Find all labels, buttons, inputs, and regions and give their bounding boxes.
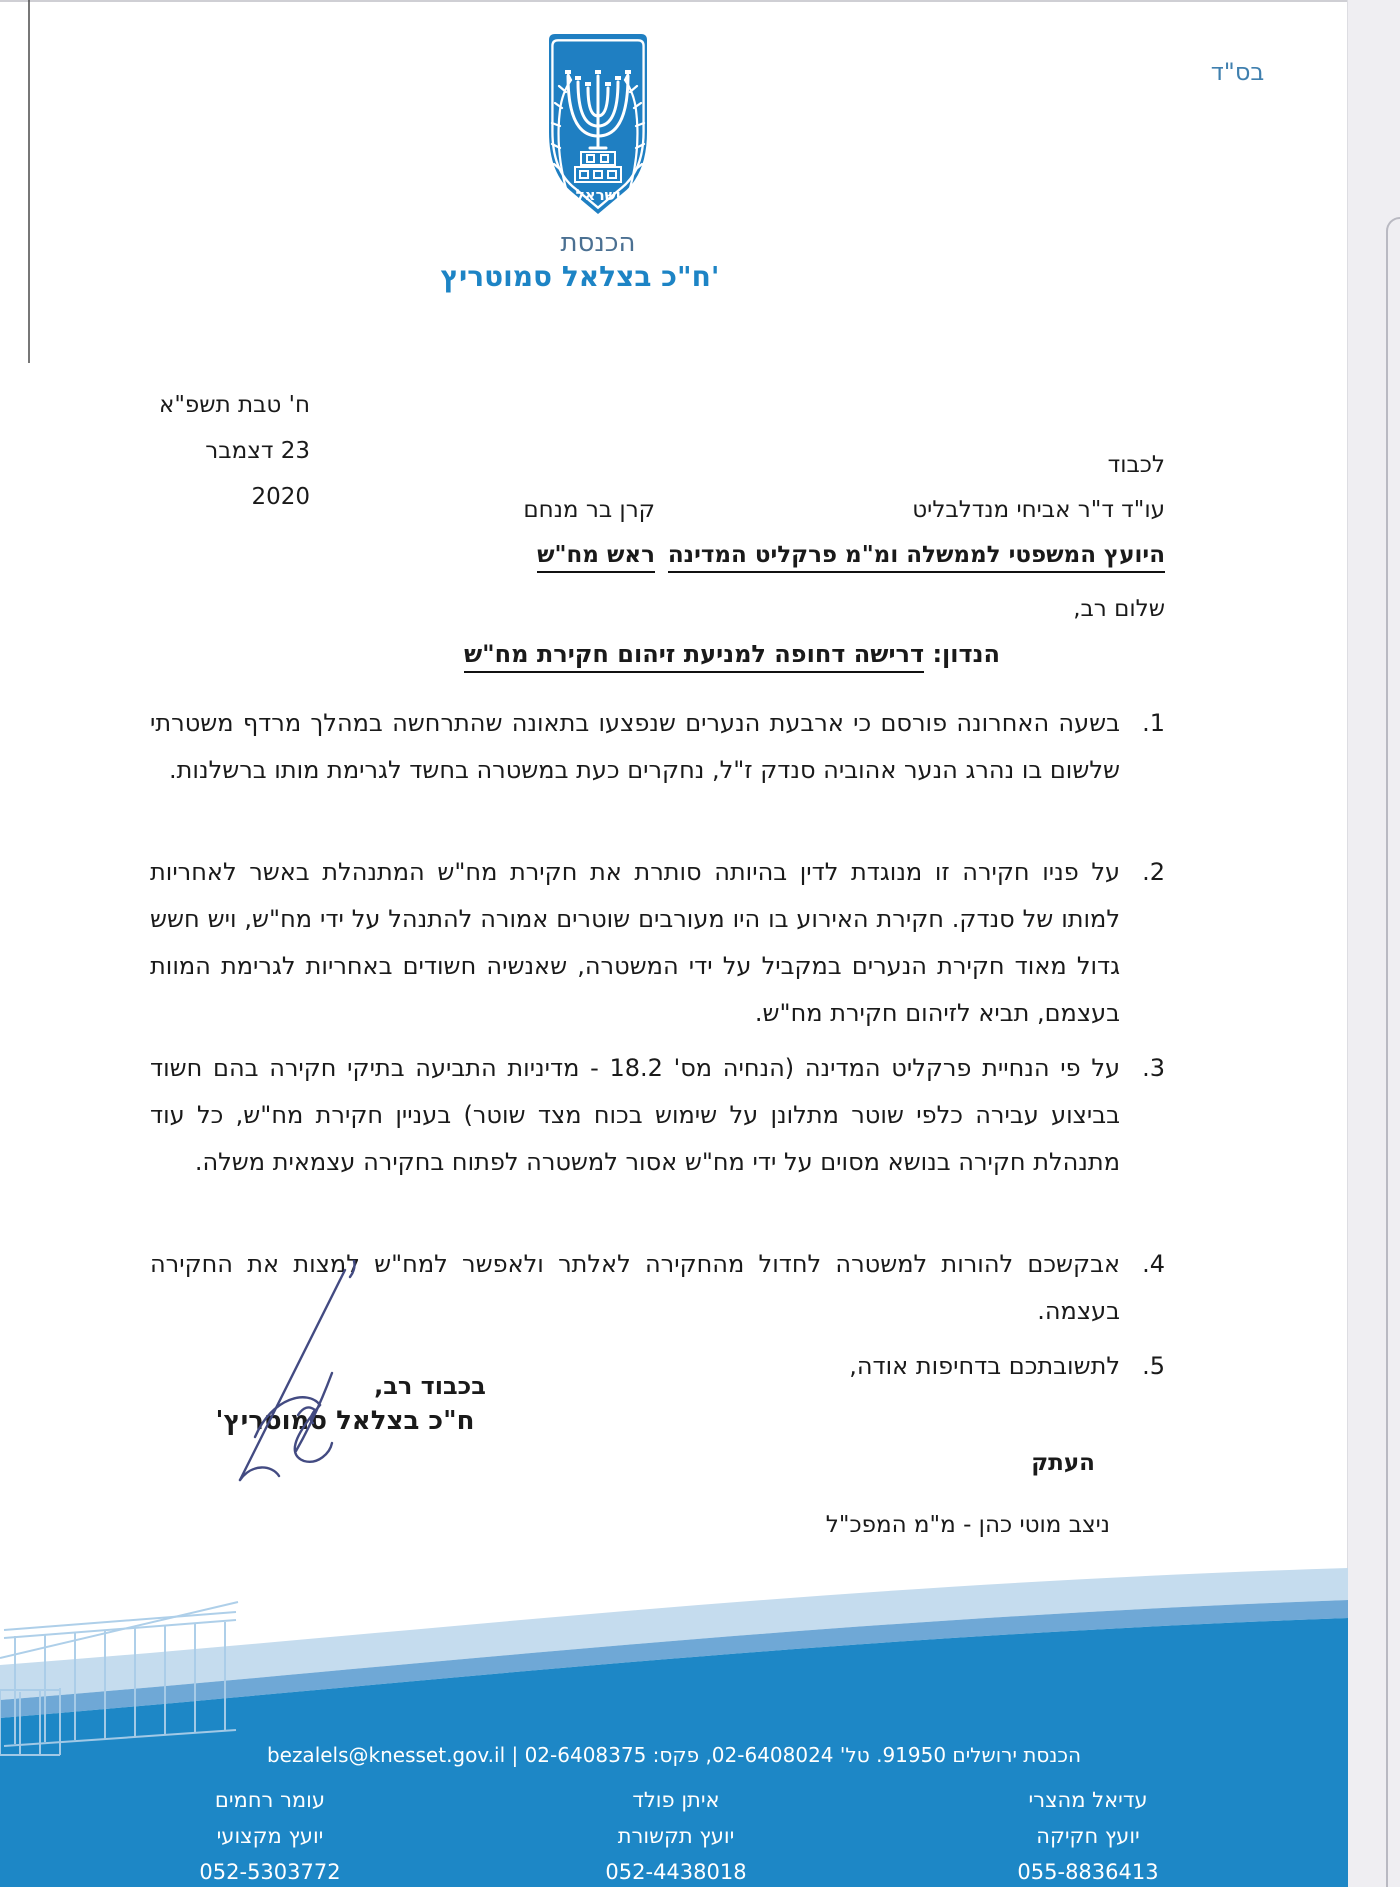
advisor-name: איתן פולד [632, 1788, 720, 1812]
advisor-professional [160, 1782, 380, 1887]
date-hebrew: ח' טבת תשפ"א [158, 392, 310, 418]
advisor-name: עומר רחמים [214, 1788, 326, 1812]
bsd-mark: בס"ד [1210, 58, 1265, 86]
recipient2-title-text: ראש מח"ש [537, 542, 655, 573]
emblem-israel-label: ישראל [575, 186, 621, 204]
recipient-title-text: היועץ המשפטי לממשלה ומ"מ פרקליט המדינה [668, 542, 1165, 573]
advisor-role: יועץ תקשורת [617, 1824, 735, 1848]
handwritten-signature [180, 1255, 480, 1515]
mk-name-header: ח"כ בצלאל סמוטריץ' [440, 260, 720, 293]
item-text: אבקשכם להורות למשטרה לחדול מהחקירה לאלתר ולאפשר למח"ש למצות את החקירה בעצמה. [150, 1250, 1120, 1325]
date-gregorian: 23 דצמבר 2020 [205, 438, 310, 510]
item-text: על פי הנחיית פרקליט המדינה (הנחיה מס' 18.2 - מדיניות התביעה בתיקי חקירה בהם חשוד בביצוע עבירה כלפי שוטר מתלונן על שימוש בכוח מצד שוטר) בעניין חקירת מח"ש, כל עוד מתנהלת חקירה בנושא מסוים על ידי מח"ש אסור למשטרה לפתוח בחקירה עצמאית משלה. [150, 1054, 1120, 1176]
org-title: הכנסת [560, 228, 636, 258]
signer-name: ח"כ בצלאל סמוטריץ' [215, 1406, 475, 1436]
advisor-phone: 052-4438018 [605, 1860, 747, 1884]
scrollbar-edge[interactable] [1386, 217, 1400, 1887]
advisor-communications [566, 1782, 786, 1887]
top-border-line [0, 0, 1400, 2]
item-number: 2. [1142, 858, 1165, 886]
recipient2-title [495, 542, 655, 573]
item-number: 4. [1142, 1250, 1165, 1278]
subject-line [150, 640, 1000, 673]
advisor-name: עדיאל מהצרי [1028, 1788, 1148, 1812]
footer-contact-line: הכנסת ירושלים 91950. טל' 02-6408024, פקס: 02-6408375 | bezalels@knesset.gov.il [266, 1743, 1082, 1767]
subject-prefix: הנדון: [924, 640, 1000, 668]
body-item-3 [150, 1045, 1165, 1233]
item-number: 1. [1142, 709, 1165, 737]
advisor-legislation [978, 1782, 1198, 1887]
subject-text: דרישה דחופה למניעת זיהום חקירת מח"ש [464, 640, 924, 673]
item-text: על פניו חקירה זו מנוגדת לדין בהיותה סותרת את חקירת מח"ש המתנהלת באשר לאחריות למותו של סנדק. חקירת האירוע בו היו מעורבים שוטרים אמורה להתנהל על ידי מח"ש, ויש חשש גדול מאוד חקירת הנערים במקביל על ידי המשטרה, שאנשיה חשודים באחריות לגרימת המוות בעצמם, תביא לזיהום חקירת מח"ש. [150, 858, 1120, 1027]
recipient2-name: קרן בר מנחם [523, 497, 655, 523]
body-item-1 [150, 700, 1165, 841]
item-text: לתשובתכם בדחיפות אודה, [849, 1352, 1120, 1380]
advisor-phone: 052-5303772 [199, 1860, 341, 1884]
item-text: בשעה האחרונה פורסם כי ארבעת הנערים שנפצעו בתאונה שהתרחשה במהלך מרדף משטרתי שלשום בו נהרג הנער אהוביה סנדק ז"ל, נחקרים כעת במשטרה בחשד לגרימת מותו ברשלנות. [150, 709, 1120, 784]
copy-label: העתק [1031, 1450, 1095, 1476]
recipient-title [150, 542, 1165, 573]
recipient-name: עו"ד ד"ר אביחי מנדלבליט [912, 497, 1165, 523]
advisor-phone: 055-8836413 [1017, 1860, 1159, 1884]
body-item-2 [150, 849, 1165, 1037]
closing-phrase: בכבוד רב, [374, 1372, 486, 1400]
item-number: 5. [1142, 1352, 1165, 1380]
advisor-role: יועץ חקיקה [1036, 1824, 1140, 1848]
copy-recipient: ניצב מוטי כהן - מ"מ המפכ"ל [825, 1512, 1110, 1538]
knesset-emblem [545, 30, 651, 222]
item-number: 3. [1142, 1054, 1165, 1082]
salutation: לכבוד [1107, 452, 1165, 478]
left-edge-artifact [28, 0, 30, 363]
greeting: שלום רב, [1073, 596, 1165, 622]
advisor-role: יועץ מקצועי [216, 1824, 324, 1848]
